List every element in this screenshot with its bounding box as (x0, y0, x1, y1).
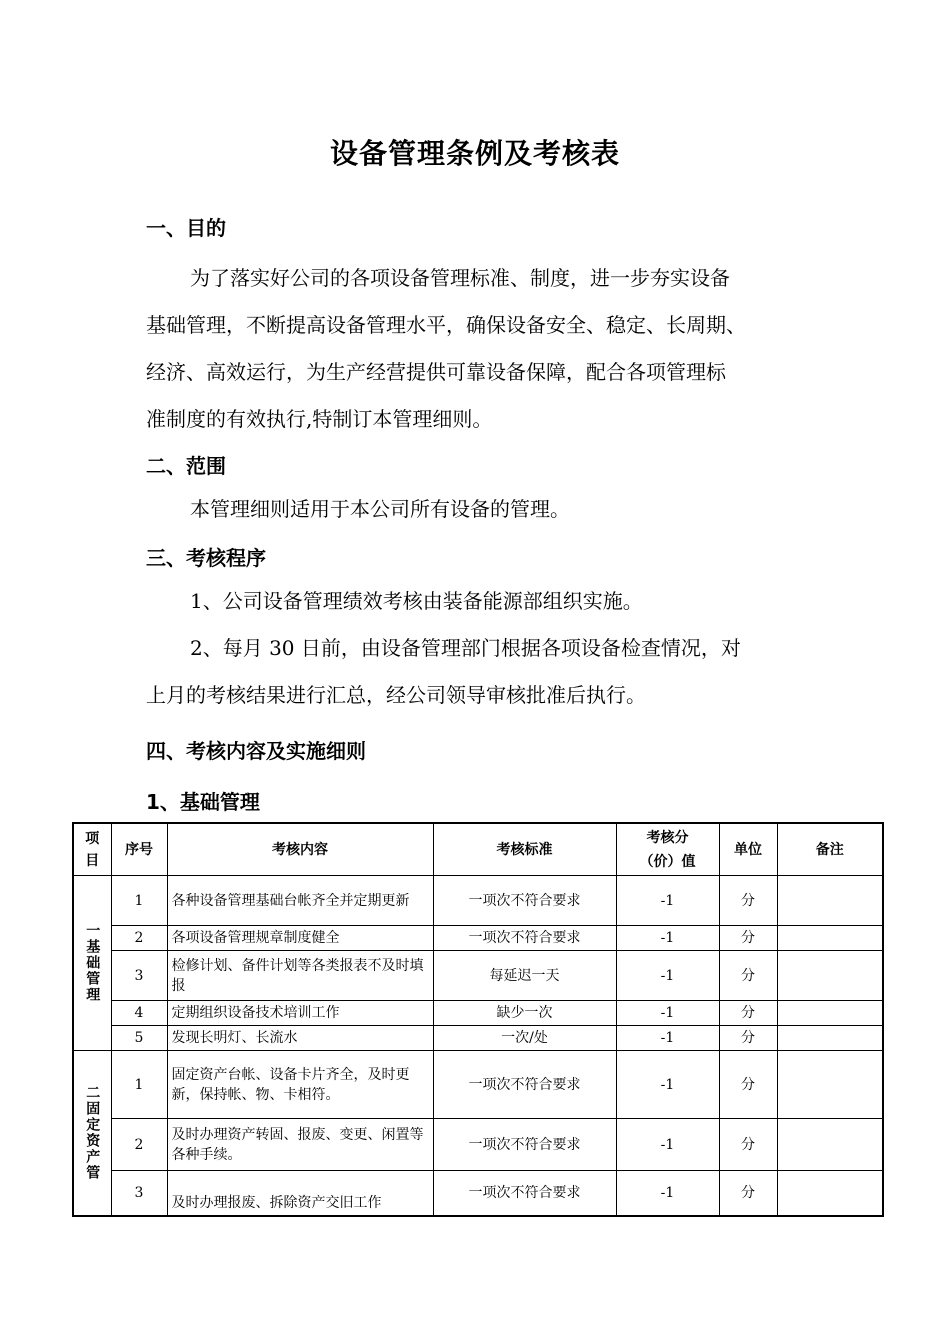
procedure-item-2: 2、每月 30 日前，由设备管理部门根据各项设备检查情况，对 上月的考核结果进行汇总，经公司领导审核批准后执行。 (146, 636, 741, 707)
subsection-heading: 1、基础管理 (146, 790, 260, 814)
header-content: 考核内容 (167, 823, 433, 876)
category-fixed-asset-management: 二固定资产管 (73, 1051, 111, 1216)
header-item: 项目 (73, 823, 111, 876)
table-row: 3 及时办理报废、拆除资产交旧工作 一项次不符合要求 -1 分 (73, 1171, 883, 1216)
table-row: 2 各项设备管理规章制度健全 一项次不符合要求 -1 分 (73, 926, 883, 951)
scope-paragraph: 本管理细则适用于本公司所有设备的管理。 (190, 497, 570, 521)
purpose-line-3: 经济、高效运行，为生产经营提供可靠设备保障，配合各项管理标 (146, 360, 726, 384)
table-row: 2 及时办理资产转固、报废、变更、闲置等各种手续。 一项次不符合要求 -1 分 (73, 1119, 883, 1171)
procedure-item-1: 1、公司设备管理绩效考核由装备能源部组织实施。 (190, 589, 643, 613)
table-row: 4 定期组织设备技术培训工作 缺少一次 -1 分 (73, 1001, 883, 1026)
page-title: 设备管理条例及考核表 (329, 137, 620, 170)
purpose-line-4: 准制度的有效执行,特制订本管理细则。 (146, 407, 493, 431)
purpose-line-1: 为了落实好公司的各项设备管理标准、制度，进一步夯实设备 (190, 266, 730, 290)
assessment-table (72, 822, 884, 1217)
section-heading-details: 四、考核内容及实施细则 (146, 739, 366, 763)
section-heading-procedure: 三、考核程序 (146, 546, 266, 570)
category-basic-management: 一基础管理 (73, 876, 111, 1051)
table-row: 5 发现长明灯、长流水 一次/处 -1 分 (73, 1026, 883, 1051)
purpose-line-2: 基础管理，不断提高设备管理水平，确保设备安全、稳定、长周期、 (146, 313, 746, 337)
header-standard: 考核标准 (433, 823, 616, 876)
header-score: 考核分（价）值 (616, 823, 719, 876)
table-row: 3 检修计划、备件计划等各类报表不及时填报 每延迟一天 -1 分 (73, 951, 883, 1001)
table-row: 二固定资产管 1 固定资产台帐、设备卡片齐全，及时更新，保持帐、物、卡相符。 一项次不符合要求 -1 分 (73, 1051, 883, 1119)
header-unit: 单位 (719, 823, 777, 876)
section-heading-purpose: 一、目的 (146, 216, 226, 240)
header-no: 序号 (111, 823, 167, 876)
table-header-row (73, 823, 883, 876)
purpose-paragraph (146, 255, 836, 443)
header-note: 备注 (777, 823, 883, 876)
table-row: 一基础管理 1 各种设备管理基础台帐齐全并定期更新 一项次不符合要求 -1 分 (73, 876, 883, 926)
section-heading-scope: 二、范围 (146, 454, 226, 478)
